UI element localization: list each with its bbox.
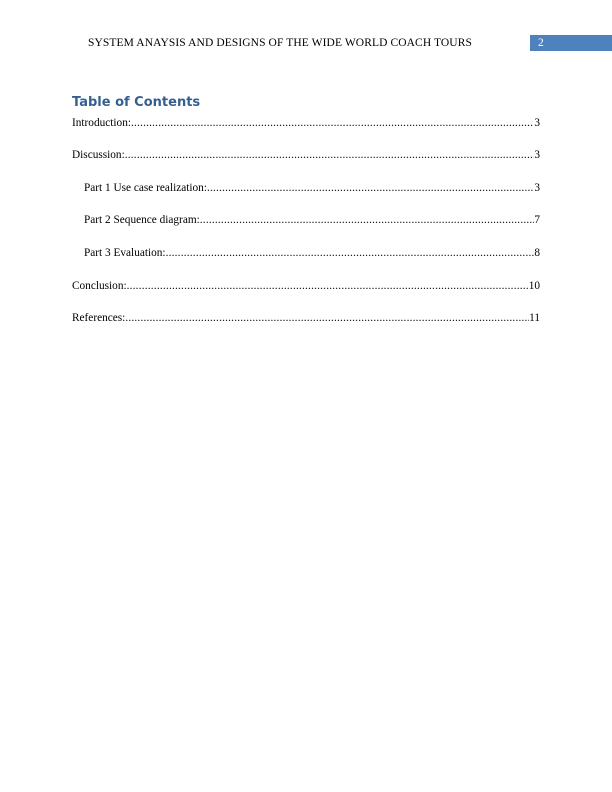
toc-entry-introduction[interactable] xyxy=(72,116,540,130)
toc-dot-leader xyxy=(166,246,535,260)
toc-dot-leader xyxy=(127,279,529,293)
toc-entry-references[interactable] xyxy=(72,311,540,325)
toc-entry-part-1[interactable] xyxy=(84,181,540,195)
toc-entry-part-2[interactable] xyxy=(84,213,540,227)
toc-entry-page: 3 xyxy=(534,182,540,194)
toc-dot-leader xyxy=(125,148,535,162)
toc-dot-leader xyxy=(131,116,534,130)
toc-entry-label: Part 3 Evaluation: xyxy=(84,247,166,259)
toc-entry-label: Introduction: xyxy=(72,117,131,129)
toc-entry-label: Part 2 Sequence diagram: xyxy=(84,214,200,226)
toc-dot-leader xyxy=(200,213,535,227)
toc-entry-page: 3 xyxy=(534,117,540,129)
toc-entry-label: Part 1 Use case realization: xyxy=(84,182,207,194)
toc-entry-page: 11 xyxy=(529,312,540,324)
toc-entry-label: References: xyxy=(72,312,126,324)
toc-entry-discussion[interactable] xyxy=(72,148,540,162)
page-number-badge: 2 xyxy=(530,35,612,51)
toc-entry-label: Discussion: xyxy=(72,149,125,161)
toc-entry-conclusion[interactable] xyxy=(72,279,540,293)
toc-entry-page: 3 xyxy=(534,149,540,161)
toc-entry-label: Conclusion: xyxy=(72,280,127,292)
running-header-title: SYSTEM ANAYSIS AND DESIGNS OF THE WIDE WORLD COACH TOURS xyxy=(88,37,472,49)
toc-heading: Table of Contents xyxy=(72,95,201,110)
toc-entry-page: 10 xyxy=(528,280,540,292)
toc-dot-leader xyxy=(125,311,529,325)
toc-dot-leader xyxy=(207,181,534,195)
toc-entry-part-3[interactable] xyxy=(84,246,540,260)
toc-entry-page: 7 xyxy=(534,214,540,226)
toc-entry-page: 8 xyxy=(534,247,540,259)
